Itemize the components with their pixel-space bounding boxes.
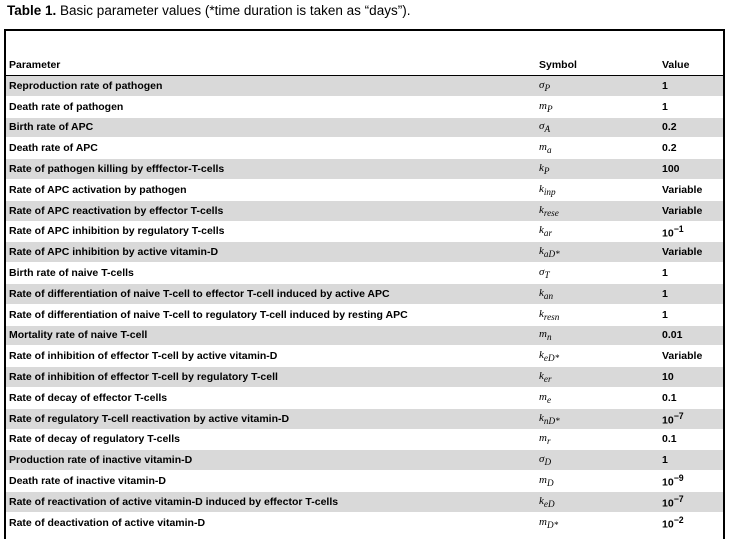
table-row xyxy=(6,200,723,221)
table-row xyxy=(6,346,723,367)
value-cell xyxy=(659,221,723,242)
value-cell xyxy=(659,96,723,117)
value-text: 0.1 xyxy=(662,433,677,446)
value-text: Variable xyxy=(662,204,703,217)
symbol-cell xyxy=(536,96,659,117)
parameter-cell: Rate of APC reactivation by effector T-cells xyxy=(6,200,536,221)
value-cell xyxy=(659,325,723,346)
parameter-cell: Production rate of inactive vitamin-D xyxy=(6,450,536,471)
symbol-base: m xyxy=(539,515,547,528)
table-row xyxy=(6,471,723,492)
symbol-subscript: er xyxy=(543,374,552,385)
parameter-cell: Birth rate of naive T-cells xyxy=(6,263,536,284)
symbol-base: m xyxy=(539,432,547,445)
symbol-subscript: n xyxy=(546,332,552,343)
value-text: Variable xyxy=(662,350,703,363)
value-cell xyxy=(659,408,723,429)
table-caption xyxy=(7,3,410,18)
parameter-cell: Rate of inhibition of effector T-cell by active vitamin-D xyxy=(6,346,536,367)
table-row xyxy=(6,325,723,346)
value-cell xyxy=(659,491,723,512)
symbol-subscript: a xyxy=(546,145,552,156)
table-row xyxy=(6,263,723,284)
symbol-cell xyxy=(536,367,659,388)
parameter-cell: Reproduction rate of pathogen xyxy=(6,76,536,97)
symbol-base: k xyxy=(539,411,544,424)
value-text: Variable xyxy=(662,183,703,196)
table-row xyxy=(6,179,723,200)
symbol-cell xyxy=(536,512,659,532)
symbol-base: σ xyxy=(539,265,545,278)
value-cell xyxy=(659,304,723,325)
symbol-subscript: nD* xyxy=(543,415,560,426)
table-row xyxy=(6,138,723,159)
value-cell xyxy=(659,138,723,159)
symbol-cell xyxy=(536,325,659,346)
value-exponent: −7 xyxy=(673,494,684,505)
table-row xyxy=(6,221,723,242)
header-value: Value xyxy=(659,55,723,76)
value-cell xyxy=(659,471,723,492)
symbol-cell xyxy=(536,491,659,512)
symbol-subscript: T xyxy=(544,270,550,281)
parameter-cell: Rate of reactivation of active vitamin-D induced by effector T-cells xyxy=(6,491,536,512)
symbol-base: σ xyxy=(539,78,545,91)
parameter-cell: Rate of differentiation of naive T-cell to effector T-cell induced by active APC xyxy=(6,283,536,304)
parameter-cell: Rate of differentiation of naive T-cell to regulatory T-cell induced by resting APC xyxy=(6,304,536,325)
symbol-base: k xyxy=(539,369,544,382)
symbol-cell xyxy=(536,283,659,304)
symbol-base: k xyxy=(539,307,544,320)
symbol-cell xyxy=(536,304,659,325)
value-cell xyxy=(659,159,723,180)
parameter-cell: Rate of APC inhibition by regulatory T-cells xyxy=(6,221,536,242)
parameter-cell: Rate of decay of effector T-cells xyxy=(6,387,536,408)
value-text: 10 xyxy=(662,497,674,510)
parameter-cell: Death rate of pathogen xyxy=(6,96,536,117)
symbol-base: k xyxy=(539,349,544,362)
value-cell xyxy=(659,76,723,97)
parameter-cell: Rate of decay of regulatory T-cells xyxy=(6,429,536,450)
symbol-cell xyxy=(536,263,659,284)
table-row xyxy=(6,96,723,117)
symbol-base: m xyxy=(539,99,547,112)
symbol-cell xyxy=(536,429,659,450)
table-row xyxy=(6,159,723,180)
parameter-cell: Rate of pathogen killing by efffector-T-cells xyxy=(6,159,536,180)
header-row xyxy=(6,55,723,76)
symbol-subscript: D xyxy=(544,457,552,468)
symbol-subscript: P xyxy=(544,82,551,93)
symbol-base: k xyxy=(539,224,544,237)
table-row xyxy=(6,512,723,532)
parameter-cell: Mortality rate of naive T-cell xyxy=(6,325,536,346)
symbol-subscript: D* xyxy=(546,519,559,530)
parameter-cell: Death rate of APC xyxy=(6,138,536,159)
value-cell xyxy=(659,346,723,367)
header-parameter: Parameter xyxy=(6,55,536,76)
value-text: 10 xyxy=(662,476,674,489)
symbol-base: k xyxy=(539,182,544,195)
value-exponent: −1 xyxy=(673,223,684,234)
symbol-base: m xyxy=(539,328,547,341)
symbol-subscript: ar xyxy=(543,228,553,239)
value-text: 1 xyxy=(662,308,668,321)
symbol-base: σ xyxy=(539,120,545,133)
value-cell xyxy=(659,283,723,304)
table-body xyxy=(6,76,723,533)
value-cell xyxy=(659,367,723,388)
symbol-base: k xyxy=(539,245,544,258)
value-cell xyxy=(659,179,723,200)
symbol-subscript: e xyxy=(546,394,552,405)
value-text: 0.2 xyxy=(662,142,677,155)
parameter-table xyxy=(6,55,723,533)
caption-text: Basic parameter values (*time duration is taken as “days”). xyxy=(60,3,411,18)
symbol-subscript: D xyxy=(546,478,554,489)
value-text: Variable xyxy=(662,246,703,259)
symbol-cell xyxy=(536,138,659,159)
value-exponent: −7 xyxy=(673,410,684,421)
value-cell xyxy=(659,512,723,532)
symbol-cell xyxy=(536,159,659,180)
symbol-base: k xyxy=(539,286,544,299)
symbol-base: k xyxy=(539,494,544,507)
value-text: 1 xyxy=(662,287,668,300)
value-cell xyxy=(659,117,723,138)
value-text: 1 xyxy=(662,267,668,280)
value-cell xyxy=(659,242,723,263)
value-text: 0.2 xyxy=(662,121,677,134)
table-row xyxy=(6,304,723,325)
value-text: 100 xyxy=(662,163,680,176)
table-row xyxy=(6,408,723,429)
symbol-cell xyxy=(536,117,659,138)
symbol-base: m xyxy=(539,390,547,403)
header-symbol: Symbol xyxy=(536,55,659,76)
value-text: 10 xyxy=(662,518,674,531)
symbol-cell xyxy=(536,408,659,429)
table-row xyxy=(6,450,723,471)
symbol-cell xyxy=(536,179,659,200)
parameter-cell: Rate of inhibition of effector T-cell by regulatory T-cell xyxy=(6,367,536,388)
value-text: 1 xyxy=(662,100,668,113)
symbol-cell xyxy=(536,346,659,367)
symbol-cell xyxy=(536,387,659,408)
value-text: 10 xyxy=(662,371,674,384)
value-exponent: −2 xyxy=(673,514,684,525)
symbol-subscript: eD xyxy=(543,498,555,509)
symbol-subscript: inp xyxy=(543,186,556,197)
value-cell xyxy=(659,263,723,284)
symbol-base: m xyxy=(539,473,547,486)
table-row xyxy=(6,283,723,304)
symbol-subscript: A xyxy=(544,124,551,135)
symbol-subscript: eD* xyxy=(543,353,560,364)
value-text: 10 xyxy=(662,227,674,240)
value-cell xyxy=(659,387,723,408)
symbol-subscript: resn xyxy=(543,311,560,322)
parameter-cell: Death rate of inactive vitamin-D xyxy=(6,471,536,492)
value-text: 1 xyxy=(662,454,668,467)
symbol-base: k xyxy=(539,203,544,216)
symbol-subscript: rese xyxy=(543,207,559,218)
symbol-cell xyxy=(536,200,659,221)
caption-label: Table 1. xyxy=(7,3,57,18)
symbol-subscript: an xyxy=(543,290,554,301)
symbol-cell xyxy=(536,242,659,263)
symbol-cell xyxy=(536,471,659,492)
table-row xyxy=(6,429,723,450)
table-row xyxy=(6,242,723,263)
value-text: 0.01 xyxy=(662,329,683,342)
symbol-cell xyxy=(536,450,659,471)
value-cell xyxy=(659,429,723,450)
symbol-cell xyxy=(536,76,659,97)
table-row xyxy=(6,367,723,388)
table-row xyxy=(6,76,723,97)
symbol-base: m xyxy=(539,141,547,154)
value-text: 10 xyxy=(662,414,674,427)
symbol-base: σ xyxy=(539,453,545,466)
value-text: 0.1 xyxy=(662,391,677,404)
table-row xyxy=(6,387,723,408)
value-text: 1 xyxy=(662,79,668,92)
value-exponent: −9 xyxy=(673,473,684,484)
symbol-subscript: aD* xyxy=(543,249,560,260)
parameter-cell: Birth rate of APC xyxy=(6,117,536,138)
table-row xyxy=(6,491,723,512)
symbol-base: k xyxy=(539,161,544,174)
symbol-cell xyxy=(536,221,659,242)
parameter-cell: Rate of regulatory T-cell reactivation by active vitamin-D xyxy=(6,408,536,429)
parameter-cell: Rate of deactivation of active vitamin-D xyxy=(6,512,536,532)
value-cell xyxy=(659,200,723,221)
symbol-subscript: P xyxy=(543,166,550,177)
table-row xyxy=(6,117,723,138)
parameter-cell: Rate of APC activation by pathogen xyxy=(6,179,536,200)
symbol-subscript: P xyxy=(546,103,553,114)
parameter-cell: Rate of APC inhibition by active vitamin-D xyxy=(6,242,536,263)
value-cell xyxy=(659,450,723,471)
symbol-subscript: r xyxy=(546,436,551,447)
